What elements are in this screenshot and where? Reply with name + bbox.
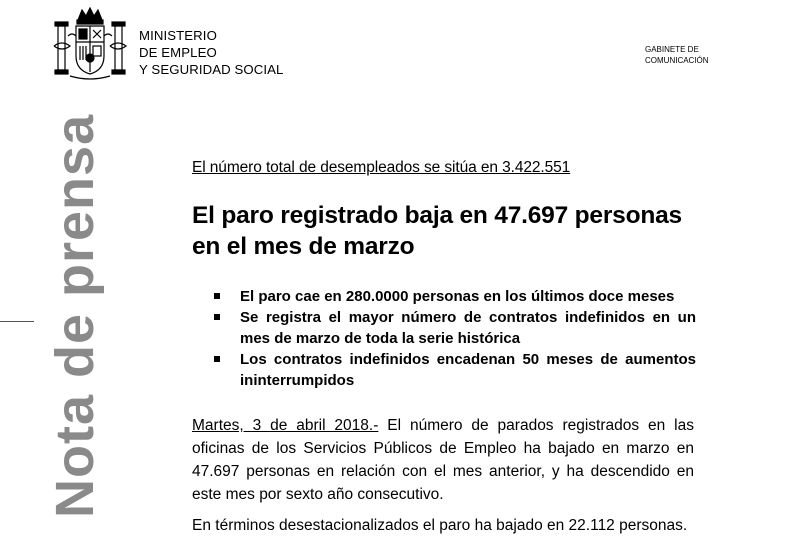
- bullet-square-icon: [214, 356, 220, 362]
- coat-of-arms-logo: [50, 6, 130, 84]
- list-item-text: Se registra el mayor número de contratos indefinidos en un mes de marzo de toda la serie histórica: [240, 309, 696, 347]
- dateline: Martes, 3 de abril 2018.-: [192, 417, 379, 434]
- list-item: [210, 286, 696, 307]
- body-paragraph: [192, 414, 694, 506]
- ministry-line: Y SEGURIDAD SOCIAL: [139, 62, 284, 77]
- side-divider: [0, 321, 34, 322]
- list-item: [210, 307, 696, 349]
- office-line: COMUNICACIÓN: [645, 56, 709, 65]
- body-paragraph: En términos desestacionalizados el paro ha bajado en 22.112 personas.: [192, 517, 688, 534]
- ministry-line: DE EMPLEO: [139, 45, 217, 60]
- list-item: [210, 349, 696, 391]
- headline: [192, 200, 712, 262]
- office-name: [645, 44, 709, 66]
- press-release-label: Nota de prensa: [45, 113, 105, 518]
- headline-line: en el mes de marzo: [192, 233, 415, 260]
- office-line: GABINETE DE: [645, 45, 699, 54]
- headline-line: El paro registrado baja en 47.697 personas: [192, 202, 682, 229]
- kicker-subtitle: El número total de desempleados se sitúa en 3.422.551: [192, 159, 571, 176]
- bullet-square-icon: [214, 293, 220, 299]
- ministry-line: MINISTERIO: [139, 28, 217, 43]
- bullet-square-icon: [214, 314, 220, 320]
- list-item-text: El paro cae en 280.0000 personas en los últimos doce meses: [240, 288, 675, 305]
- list-item-text: Los contratos indefinidos encadenan 50 meses de aumentos ininterrumpidos: [240, 351, 696, 389]
- ministry-name: [139, 27, 283, 78]
- paragraph-text: El número de parados registrados en las oficinas de los Servicios Públicos de Empleo ha bajado en marzo en 47.697 personas en relación con el mes anterior, y ha descendido en este mes por sexto año consecutivo.: [192, 417, 694, 503]
- highlights-list: [210, 286, 696, 391]
